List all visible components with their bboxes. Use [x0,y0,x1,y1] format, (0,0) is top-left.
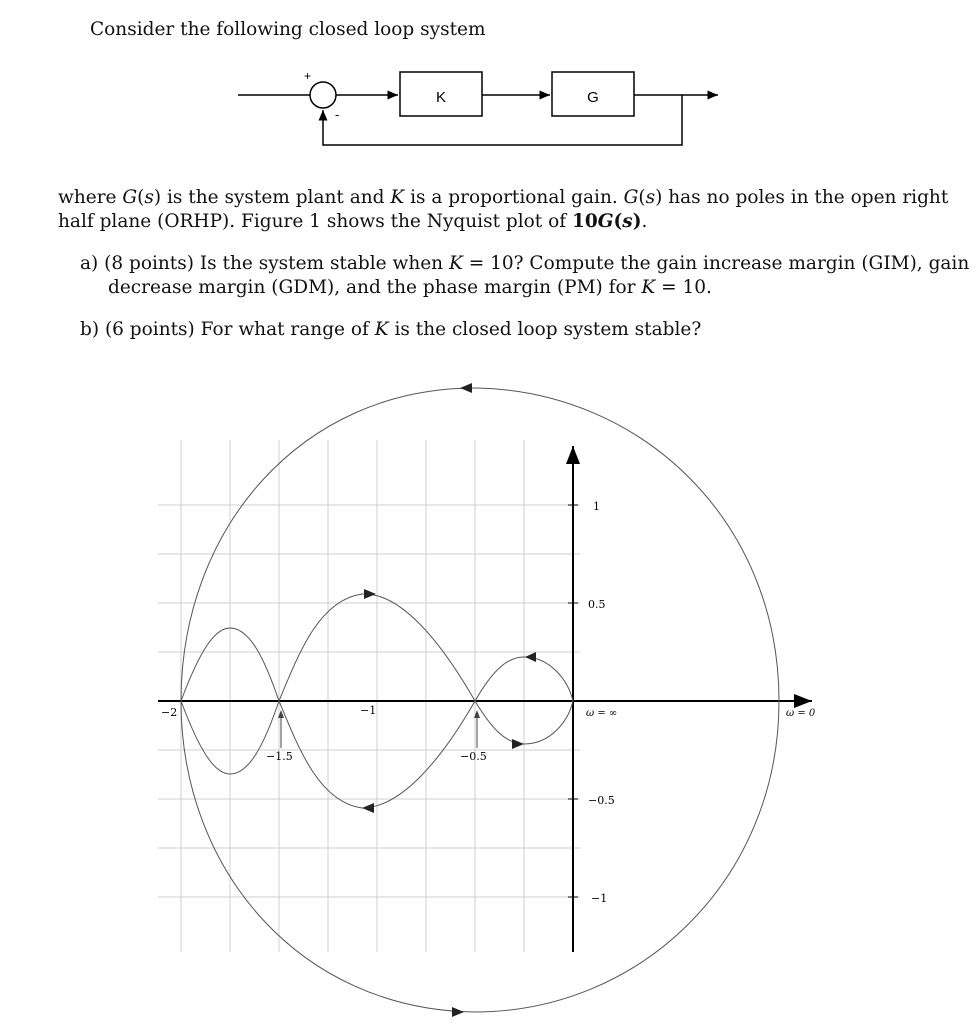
question-a-line-1: a) (8 points) Is the system stable when K = 10? Compute the gain increase margin (GIM), gain [80,253,970,274]
direction-arrow [452,1007,464,1017]
paragraph-line-2: half plane (ORHP). Figure 1 shows the Nyquist plot of 10G(s). [58,211,648,232]
y-tick-label: −1 [591,892,608,905]
omega-zero-label: ω = 0 [786,708,816,719]
y-tick-label: −0.5 [588,794,615,807]
minus-sign: - [335,107,340,122]
omega-infinity-label: ω = ∞ [586,708,618,719]
question-a-line-2: decrease margin (GDM), and the phase margin (PM) for K = 10. [108,277,712,298]
x-tick-label: −1 [360,704,377,717]
question-b: b) (6 points) For what range of K is the closed loop system stable? [80,319,702,340]
y-tick-label: 1 [593,500,600,513]
y-tick-label: 0.5 [588,598,606,611]
block-k-label: K [435,89,447,106]
direction-arrow [364,589,376,599]
x-tick-label: −0.5 [460,750,487,763]
paragraph-line-1: where G(s) is the system plant and K is a proportional gain. G(s) has no poles in the open right [58,187,949,208]
block-g-label: G [587,89,599,106]
direction-arrow [362,803,374,813]
x-tick-label: −2 [161,706,178,719]
grid [158,440,580,952]
intro-text: Consider the following closed loop system [90,19,486,40]
x-tick-label: −1.5 [266,750,293,763]
plus-sign: + [304,69,312,83]
direction-arrow [525,652,536,662]
direction-arrow [460,383,472,393]
direction-arrow [512,739,524,749]
